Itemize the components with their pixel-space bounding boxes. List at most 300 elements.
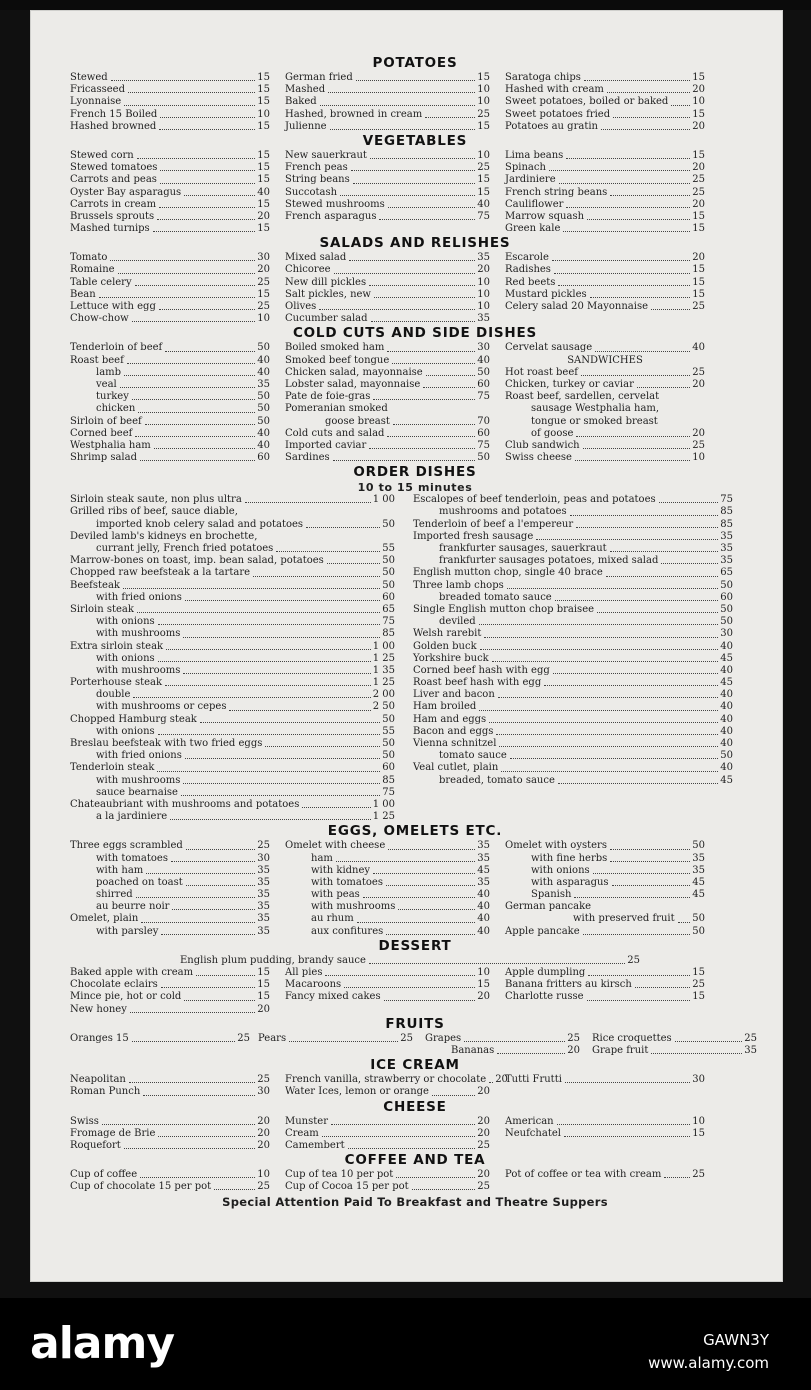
menu-column [505, 72, 705, 133]
item-price: 25 [237, 1032, 250, 1044]
leader-dots [370, 150, 475, 159]
item-price: 75 [477, 391, 490, 403]
item-price: 10 [477, 301, 490, 312]
leader-dots [499, 738, 718, 747]
leader-dots [183, 628, 380, 637]
leader-dots [160, 174, 255, 183]
menu-item [70, 72, 270, 84]
menu-column [285, 150, 490, 235]
leader-dots [651, 301, 690, 310]
menu-item [70, 506, 395, 518]
item-price: 35 [692, 864, 705, 876]
menu-item [592, 1045, 757, 1057]
item-name: with fried onions [96, 591, 182, 603]
leader-dots [102, 1116, 255, 1125]
item-price: 50 [382, 738, 395, 749]
item-price: 10 [477, 276, 490, 288]
menu-item [285, 289, 490, 301]
leader-dots [595, 342, 690, 351]
item-name: French 15 Boiled [70, 108, 158, 120]
image-code: GAWN3Y [703, 1331, 769, 1349]
item-name: tongue or smoked breast [531, 415, 658, 427]
leader-dots [675, 1033, 743, 1042]
leader-dots [333, 452, 476, 461]
item-price: 60 [477, 427, 490, 439]
section-columns [70, 1074, 760, 1098]
leader-dots [161, 926, 255, 935]
leader-dots [392, 355, 475, 364]
menu-item [505, 252, 705, 264]
item-price: 25 [627, 954, 640, 966]
item-name: Shrimp salad [70, 452, 137, 464]
leader-dots [583, 926, 691, 935]
section-heading-cold-cuts-and-side-dishes: COLD CUTS AND SIDE DISHES [292, 325, 538, 342]
item-price: 15 [257, 967, 270, 978]
leader-dots [423, 379, 475, 388]
item-price: 15 [257, 198, 270, 210]
item-price: 15 [477, 120, 490, 132]
menu-item [70, 1169, 270, 1181]
menu-item [180, 955, 640, 967]
leader-dots [245, 494, 371, 503]
item-price: 15 [257, 149, 270, 161]
item-price: 20 [257, 264, 270, 276]
item-price: 75 [477, 439, 490, 451]
item-name: Grape fruit [592, 1044, 649, 1056]
menu-item [413, 531, 733, 543]
menu-item [505, 440, 705, 452]
section-columns [70, 150, 760, 235]
leader-dots [261, 1045, 411, 1054]
item-name: Chopped raw beefsteak a la tartare [70, 567, 251, 579]
leader-dots [563, 223, 690, 232]
item-name: Roast beef hash with egg [413, 677, 542, 689]
menu-item [413, 677, 733, 689]
item-price: 85 [382, 774, 395, 786]
leader-dots [306, 519, 380, 528]
menu-item [505, 84, 705, 96]
item-price: 40 [692, 342, 705, 354]
leader-dots [136, 889, 256, 898]
menu-item [70, 452, 270, 464]
item-name: English mutton chop, single 40 brace [413, 567, 603, 579]
item-name: Swiss cheese [505, 452, 572, 464]
leader-dots [555, 592, 719, 601]
item-price: 35 [720, 543, 733, 554]
item-name: Golden buck [413, 640, 477, 652]
item-price: 20 [495, 1074, 508, 1086]
item-price: 10 [692, 1115, 705, 1127]
menu-item [70, 913, 270, 925]
item-name: Oranges 15 [70, 1032, 129, 1044]
menu-item [70, 355, 270, 367]
item-price: 70 [477, 415, 490, 427]
item-name: Marrow squash [505, 210, 585, 222]
item-price: 55 [382, 543, 395, 554]
item-name: Stewed corn [70, 149, 134, 161]
menu-item [285, 865, 490, 877]
item-name: Lettuce with egg [70, 301, 156, 312]
item-name: Oyster Bay asparagus [70, 186, 182, 198]
menu-item [285, 199, 490, 211]
leader-dots [564, 1128, 690, 1137]
menu-item [285, 1181, 490, 1193]
item-price: 50 [382, 713, 395, 725]
leader-dots [145, 416, 256, 425]
item-name: German pancake [505, 901, 592, 913]
item-name: String beans [285, 174, 350, 186]
item-price: 50 [382, 579, 395, 591]
item-name: Olives [285, 301, 317, 312]
menu-item [505, 342, 705, 354]
item-name: Roast beef, sardellen, cervelat [505, 391, 660, 403]
menu-item [285, 264, 490, 276]
item-price: 60 [382, 762, 395, 774]
leader-dots [171, 853, 255, 862]
item-price: 50 [382, 750, 395, 762]
item-name: with tomatoes [96, 852, 168, 864]
leader-dots [544, 677, 718, 686]
item-name: All pies [285, 967, 323, 978]
item-name: Tutti Frutti [505, 1074, 562, 1086]
item-name: Porterhouse steak [70, 677, 163, 689]
item-name: Potatoes au gratin [505, 120, 598, 132]
item-price: 25 [744, 1032, 757, 1044]
item-name: Pears [258, 1032, 287, 1044]
item-name: Three lamb chops [413, 579, 504, 591]
item-name: Deviled lamb's kidneys en brochette, [70, 530, 258, 542]
item-price: 10 [477, 149, 490, 161]
menu-item [70, 301, 270, 313]
item-name: Water Ices, lemon or orange [285, 1086, 429, 1098]
leader-dots [557, 1116, 691, 1125]
item-name: Julienne [285, 120, 327, 132]
item-name: Veal cutlet, plain [413, 762, 499, 774]
item-name: Mixed salad [285, 252, 347, 264]
menu-column [505, 1169, 705, 1193]
menu-item [505, 428, 705, 440]
item-name: Stewed mushrooms [285, 198, 385, 210]
leader-dots [111, 72, 256, 81]
item-name: Escarole [505, 252, 549, 264]
item-price: 45 [477, 864, 490, 876]
menu-item [505, 967, 705, 979]
leader-dots [558, 277, 690, 286]
menu-column [285, 967, 490, 1016]
item-price: 30 [720, 628, 733, 640]
item-name: Pot of coffee or tea with cream [505, 1169, 662, 1181]
item-name: Carrots and peas [70, 174, 157, 186]
item-name: Celery salad 20 Mayonnaise [505, 301, 648, 312]
item-price: 75 [382, 786, 395, 798]
leader-dots [374, 289, 475, 298]
menu-item [505, 367, 705, 379]
menu-item [425, 1045, 580, 1057]
menu-item [70, 416, 270, 428]
menu-item [70, 901, 270, 913]
menu-item [70, 555, 395, 567]
section-heading-salads-and-relishes: SALADS AND RELISHES [319, 235, 511, 252]
item-name: with preserved fruit [573, 913, 675, 925]
item-name: mushrooms and potatoes [439, 506, 567, 518]
leader-dots [166, 641, 371, 650]
item-price: 15 [692, 72, 705, 83]
item-price: 50 [692, 913, 705, 925]
leader-dots [158, 726, 381, 735]
menu-item [70, 1074, 270, 1086]
leader-dots [170, 811, 371, 820]
item-price: 25 [257, 301, 270, 312]
menu-column [70, 1116, 270, 1153]
item-price: 25 [567, 1032, 580, 1044]
menu-item [70, 799, 395, 811]
item-price: 10 [477, 288, 490, 300]
menu-item [413, 628, 733, 640]
leader-dots [369, 955, 625, 964]
menu-item [70, 628, 395, 640]
menu-item [285, 428, 490, 440]
item-name: Roman Punch [70, 1086, 141, 1098]
menu-item [505, 109, 705, 121]
menu-item [505, 1116, 705, 1128]
menu-item [70, 580, 395, 592]
leader-dots [229, 701, 370, 710]
leader-dots [369, 440, 475, 449]
menu-item [285, 277, 490, 289]
leader-dots [574, 889, 690, 898]
item-price: 20 [692, 378, 705, 390]
item-price: 15 [692, 210, 705, 222]
item-name: au beurre noir [96, 901, 170, 913]
item-price: 20 [477, 264, 490, 276]
item-price: 20 [257, 1003, 270, 1015]
leader-dots [671, 96, 690, 105]
menu-item [285, 150, 490, 162]
item-name: Cervelat sausage [505, 342, 593, 354]
item-price: 35 [257, 876, 270, 888]
item-price: 20 [692, 198, 705, 210]
menu-column [505, 1116, 705, 1153]
menu-item [413, 604, 733, 616]
menu-item [505, 926, 705, 938]
item-price: 25 [257, 1074, 270, 1086]
item-name: Cold cuts and salad [285, 427, 385, 439]
item-name: Cauliflower [505, 198, 564, 210]
menu-item [285, 367, 490, 379]
leader-dots [479, 616, 719, 625]
item-name: Fromage de Brie [70, 1127, 156, 1139]
menu-item [413, 592, 733, 604]
item-name: frankfurter sausages potatoes, mixed salad [439, 555, 659, 567]
menu-item [505, 301, 705, 313]
item-name: turkey [96, 391, 129, 403]
leader-dots [135, 277, 256, 286]
item-price: 50 [720, 750, 733, 762]
item-name: poached on toast [96, 876, 183, 888]
item-name: with peas [311, 889, 360, 901]
item-price: 40 [257, 186, 270, 198]
leader-dots [496, 726, 718, 735]
item-price: 20 [567, 1044, 580, 1056]
item-name: with asparagus [531, 876, 609, 888]
leader-dots [678, 913, 691, 922]
leader-dots [388, 199, 475, 208]
leader-dots [132, 1033, 236, 1042]
item-price: 50 [692, 840, 705, 852]
leader-dots [432, 1086, 475, 1095]
menu-item [70, 1004, 270, 1016]
menu-item [285, 252, 490, 264]
leader-dots [253, 567, 380, 576]
item-name: sausage Westphalia ham, [531, 403, 660, 415]
item-name: Sirloin of beef [70, 415, 142, 427]
item-price: 25 [692, 301, 705, 312]
item-name: tomato sauce [439, 750, 507, 762]
menu-item [285, 109, 490, 121]
menu-item [70, 967, 270, 979]
item-name: veal [96, 378, 117, 390]
item-name: Lyonnaise [70, 96, 122, 108]
menu-item [413, 762, 733, 774]
item-price: 35 [477, 840, 490, 852]
item-price: 50 [257, 391, 270, 403]
item-name: Carrots in cream [70, 198, 157, 210]
menu-item [70, 750, 395, 762]
leader-dots [552, 252, 690, 261]
leader-dots [353, 174, 476, 183]
menu-item [285, 901, 490, 913]
menu-item [413, 616, 733, 628]
leader-dots [583, 440, 691, 449]
item-price: 30 [257, 252, 270, 264]
leader-dots [159, 199, 255, 208]
section-columns [70, 1033, 760, 1057]
item-name: Lima beans [505, 149, 564, 161]
item-name: with parsley [96, 925, 159, 937]
menu-item [592, 1033, 757, 1045]
item-name: Stewed [70, 72, 108, 83]
leader-dots [351, 162, 476, 171]
leader-dots [322, 1128, 475, 1137]
menu-item [70, 391, 270, 403]
menu-item [285, 1074, 508, 1086]
menu-item [505, 913, 705, 925]
leader-dots [588, 967, 690, 976]
menu-item [70, 277, 270, 289]
menu-item [70, 403, 270, 415]
leader-dots [637, 379, 690, 388]
menu-item [70, 1045, 250, 1057]
menu-item [413, 580, 733, 592]
leader-dots [554, 264, 690, 273]
menu-item [413, 506, 733, 518]
menu-item [285, 355, 490, 367]
menu-column [505, 1074, 705, 1098]
section-heading-coffee-and-tea: COFFEE AND TEA [344, 1152, 486, 1169]
item-name: Camembert [285, 1139, 345, 1151]
menu-item [70, 162, 270, 174]
item-price: 20 [257, 1139, 270, 1151]
menu-item [505, 901, 705, 913]
menu-item [70, 787, 395, 799]
item-name: ham [311, 852, 333, 864]
menu-item [70, 223, 270, 235]
leader-dots [398, 901, 475, 910]
item-name: Cucumber salad [285, 313, 368, 325]
leader-dots [584, 72, 690, 81]
item-name: Baked apple with cream [70, 967, 194, 978]
menu-item [70, 199, 270, 211]
menu-item [505, 403, 705, 415]
menu-item [413, 543, 733, 555]
item-price: 20 [477, 991, 490, 1003]
leader-dots [575, 452, 690, 461]
item-name: Grapes [425, 1032, 462, 1044]
leader-dots [664, 1169, 690, 1178]
item-name: Sweet potatoes, boiled or baked [505, 96, 669, 108]
item-name: with mushrooms [96, 664, 181, 676]
item-name: Tomato [70, 252, 108, 264]
menu-item [505, 162, 705, 174]
section-columns [70, 494, 760, 823]
item-price: 50 [477, 366, 490, 378]
leader-dots [118, 264, 256, 273]
item-price: 15 [477, 174, 490, 186]
menu-item [505, 877, 705, 889]
item-price: 40 [720, 640, 733, 652]
menu-item [70, 543, 395, 555]
menu-column [70, 967, 270, 1016]
menu-item [70, 714, 395, 726]
leader-dots [386, 926, 475, 935]
item-name: Mashed [285, 84, 326, 96]
alamy-logo: alamy [30, 1318, 174, 1369]
item-name: Westphalia ham [70, 439, 151, 451]
item-name: Charlotte russe [505, 991, 584, 1003]
item-name: Pomeranian smoked [285, 403, 388, 415]
leader-dots [327, 555, 380, 564]
item-price: 20 [477, 1169, 490, 1181]
item-price: 35 [477, 252, 490, 264]
menu-item [285, 403, 490, 415]
menu-item [413, 494, 733, 506]
leader-dots [570, 506, 719, 515]
leader-dots [387, 342, 475, 351]
item-name: Lobster salad, mayonnaise [285, 378, 421, 390]
item-name: Hashed with cream [505, 84, 604, 96]
item-name: Banana fritters au kirsch [505, 979, 632, 991]
item-name: with onions [96, 616, 155, 628]
item-price: 20 [692, 252, 705, 264]
item-name: Spanish [531, 889, 572, 901]
item-name: Bean [70, 288, 96, 300]
item-name: New dill pickles [285, 276, 367, 288]
menu-item [413, 701, 733, 713]
item-name: Welsh rarebit [413, 628, 482, 640]
item-price: 10 [477, 96, 490, 108]
item-name: with mushrooms [96, 774, 181, 786]
item-price: 30 [257, 1086, 270, 1098]
menu-column [285, 1169, 490, 1193]
item-name: frankfurter sausages, sauerkraut [439, 543, 607, 554]
section-heading-vegetables: VEGETABLES [362, 132, 468, 149]
item-price: 40 [720, 689, 733, 701]
menu-item [70, 677, 395, 689]
leader-dots [587, 991, 691, 1000]
leader-dots [373, 391, 475, 400]
menu-item [70, 519, 395, 531]
item-name: New honey [70, 1003, 127, 1015]
